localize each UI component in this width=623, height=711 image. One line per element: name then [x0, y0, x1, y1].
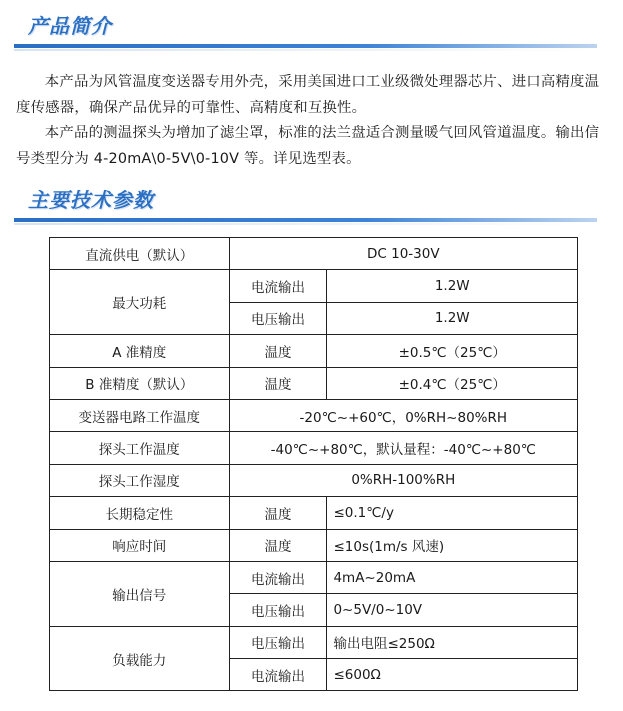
- row-sub-label: 电压输出: [229, 594, 327, 626]
- row-value: -40℃~+80℃，默认量程：-40℃~+80℃: [229, 432, 577, 464]
- section-header-intro: [14, 8, 597, 48]
- row-label: 直流供电（默认）: [50, 238, 230, 270]
- section-divider-shadow: [14, 49, 597, 51]
- row-label: 探头工作温度: [50, 432, 230, 464]
- row-value: 输出电阻≤250Ω: [327, 626, 578, 658]
- table-row: [50, 335, 578, 367]
- row-value: ±0.4℃（25℃）: [327, 367, 578, 399]
- row-value: ±0.5℃（25℃）: [327, 335, 578, 367]
- row-sub-label: 温度: [229, 367, 327, 399]
- row-label: B 准精度（默认）: [50, 367, 230, 399]
- row-label: 输出信号: [50, 561, 230, 626]
- row-value: 1.2W: [327, 270, 578, 302]
- table-row: [50, 270, 578, 302]
- section-divider: [14, 218, 597, 222]
- table-row: [50, 561, 578, 593]
- row-label: 变送器电路工作温度: [50, 399, 230, 431]
- row-value: 0~5V/0~10V: [327, 594, 578, 626]
- row-sub-label: 电流输出: [229, 270, 327, 302]
- table-row: [50, 464, 578, 496]
- row-sub-label: 电压输出: [229, 302, 327, 334]
- row-sub-label: 电流输出: [229, 561, 327, 593]
- section-title-intro: 产品简介: [28, 14, 112, 38]
- row-value: 1.2W: [327, 302, 578, 334]
- table-row: [50, 497, 578, 529]
- section-divider-shadow: [14, 223, 597, 225]
- row-label: 长期稳定性: [50, 497, 230, 529]
- spec-table: [49, 237, 578, 691]
- row-value: ≤600Ω: [327, 659, 578, 691]
- table-row: [50, 238, 578, 270]
- row-value: DC 10-30V: [229, 238, 577, 270]
- intro-text: [16, 70, 612, 172]
- row-label: 负载能力: [50, 626, 230, 691]
- table-row: [50, 432, 578, 464]
- row-value: ≤0.1℃/y: [327, 497, 578, 529]
- row-value: ≤10s(1m/s 风速): [327, 529, 578, 561]
- intro-paragraph: 本产品为风管温度变送器专用外壳，采用美国进口工业级微处理器芯片、进口高精度温度传感器，确保产品优异的可靠性、高精度和互换性。: [16, 74, 600, 116]
- row-value: 0%RH-100%RH: [229, 464, 577, 496]
- row-value: 4mA~20mA: [327, 561, 578, 593]
- row-value: -20℃~+60℃，0%RH~80%RH: [229, 399, 577, 431]
- row-sub-label: 温度: [229, 529, 327, 561]
- row-sub-label: 电压输出: [229, 626, 327, 658]
- table-row: [50, 626, 578, 658]
- table-row: [50, 529, 578, 561]
- row-sub-label: 电流输出: [229, 659, 327, 691]
- row-label: 最大功耗: [50, 270, 230, 335]
- row-label: 响应时间: [50, 529, 230, 561]
- table-row: [50, 399, 578, 431]
- section-divider: [14, 44, 597, 48]
- row-label: A 准精度: [50, 335, 230, 367]
- row-label: 探头工作湿度: [50, 464, 230, 496]
- section-header-params: [14, 182, 597, 222]
- intro-paragraph: 本产品的测温探头为增加了滤尘罩，标准的法兰盘适合测量暖气回风管道温度。输出信号类型分为 4-20mA\0-5V\0-10V 等。详见选型表。: [16, 125, 600, 167]
- section-title-params: 主要技术参数: [28, 188, 154, 212]
- table-row: [50, 367, 578, 399]
- row-sub-label: 温度: [229, 497, 327, 529]
- row-sub-label: 温度: [229, 335, 327, 367]
